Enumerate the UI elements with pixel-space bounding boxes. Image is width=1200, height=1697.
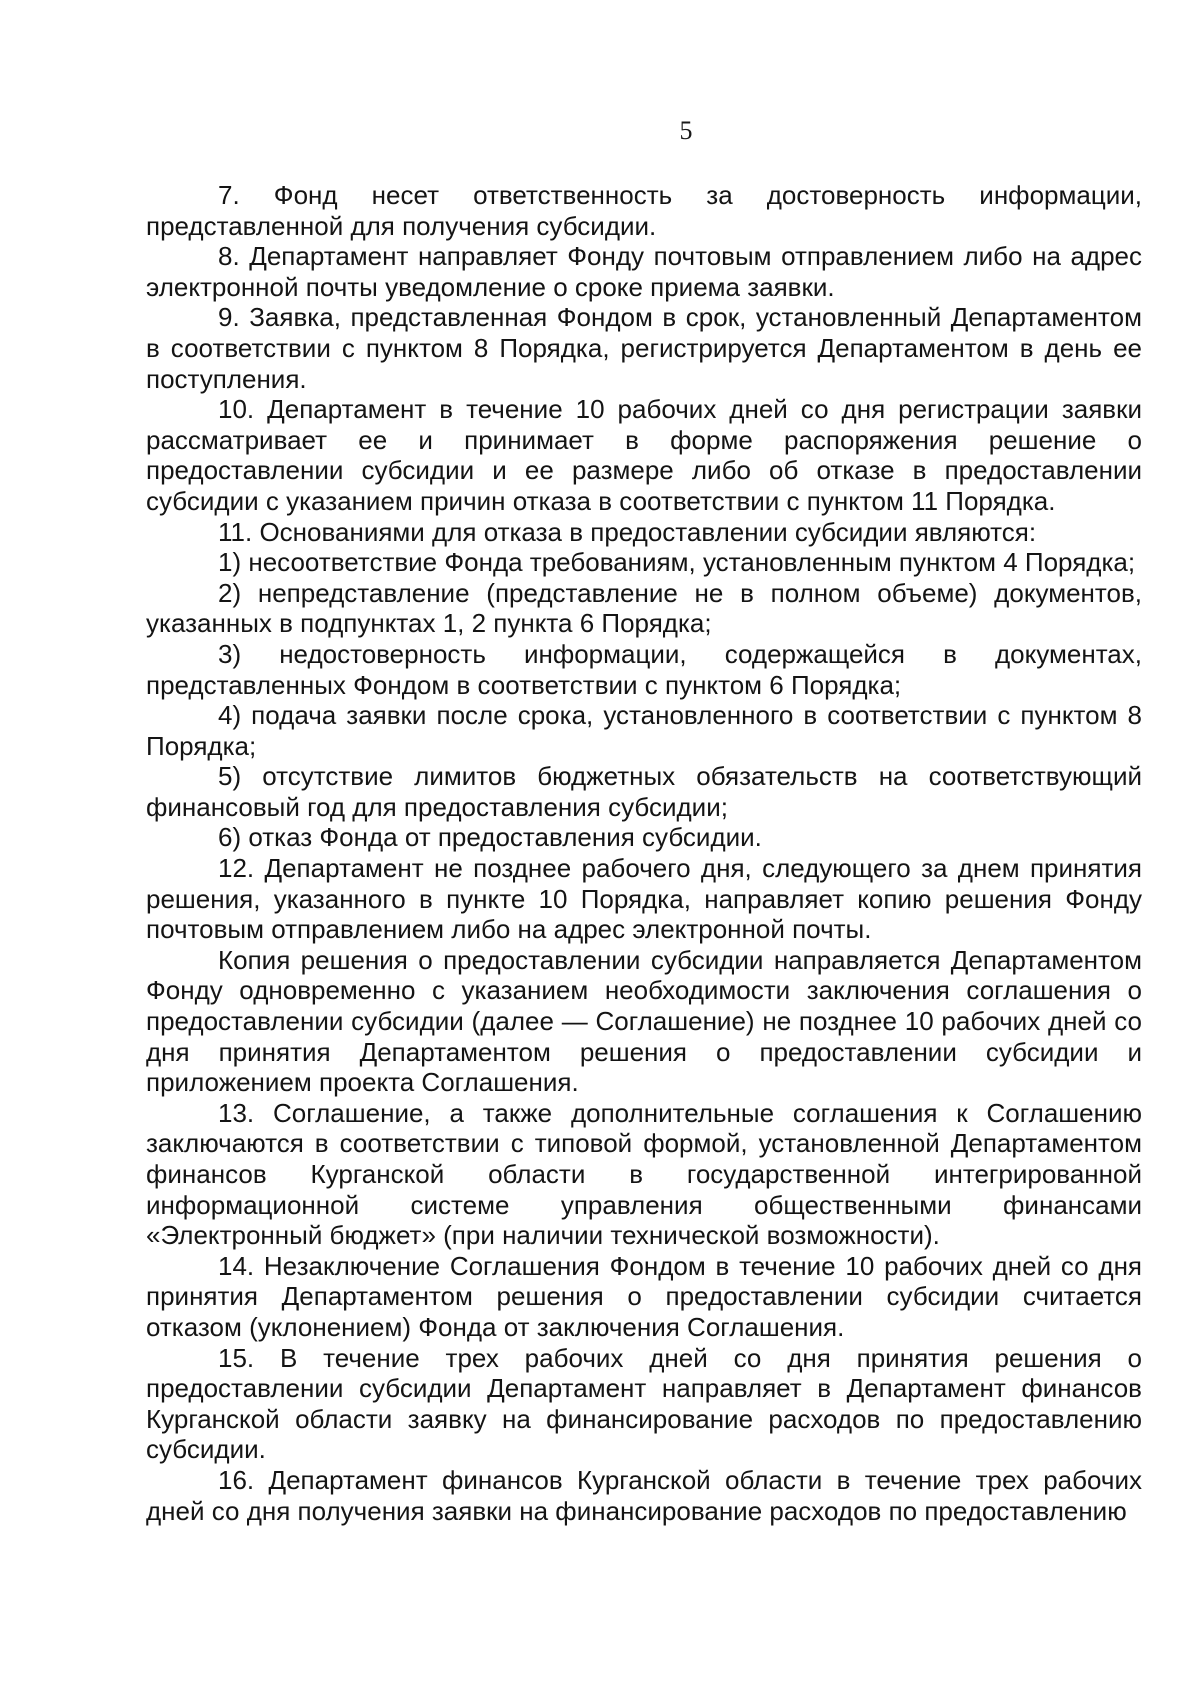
paragraph-item-13: 13. Соглашение, а также дополнительные соглашения к Соглашению заключаются в соответствии с типовой формой, установленной Департаментом финансов Курганской области в государственной интегрированной информационной системе управления общественными финансами «Электронный бюджет» (при наличии технической возможности).	[146, 1097, 1142, 1251]
page-number: 5	[679, 116, 693, 145]
paragraph-item-15: 15. В течение трех рабочих дней со дня принятия решения о предоставлении субсидии Департамент направляет в Департамент финансов Курганской области заявку на финансирование расходов по предоставлению субсидии.	[146, 1342, 1142, 1465]
subparagraph-11-2: 2) непредставление (представление не в полном объеме) документов, указанных в подпунктах 1, 2 пункта 6 Порядка;	[146, 577, 1142, 639]
paragraph-item-10: 10. Департамент в течение 10 рабочих дней со дня регистрации заявки рассматривает ее и принимает в форме распоряжения решение о предоставлении субсидии и ее размере либо об отказе в предоставлении субсидии с указанием причин отказа в соответствии с пунктом 11 Порядка.	[146, 394, 1142, 516]
subparagraph-11-4: 4) подача заявки после срока, установленного в соответствии с пунктом 8 Порядка;	[146, 700, 1142, 761]
paragraph-item-12-continued: Копия решения о предоставлении субсидии направляется Департаментом Фонду одновременно с указанием необходимости заключения соглашения о предоставлении субсидии (далее — Соглашение) не позднее 10 рабочих дней со дня принятия Департаментом решения о предоставлении субсидии и приложением проекта Соглашения.	[146, 944, 1142, 1098]
subparagraph-11-5: 5) отсутствие лимитов бюджетных обязательств на соответствующий финансовый год для предоставления субсидии;	[146, 761, 1142, 822]
paragraph-item-16: 16. Департамент финансов Курганской области в течение трех рабочих дней со дня получения заявки на финансирование расходов по предоставлению	[146, 1464, 1142, 1526]
document-body	[146, 180, 1142, 1526]
subparagraph-11-3: 3) недостоверность информации, содержащейся в документах, представленных Фондом в соответствии с пунктом 6 Порядка;	[146, 638, 1142, 700]
paragraph-item-14: 14. Незаключение Соглашения Фондом в течение 10 рабочих дней со дня принятия Департаментом решения о предоставлении субсидии считается отказом (уклонением) Фонда от заключения Соглашения.	[146, 1250, 1142, 1342]
subparagraph-11-1: 1) несоответствие Фонда требованиям, установленным пунктом 4 Порядка;	[218, 547, 1136, 578]
paragraph-item-11: 11. Основаниями для отказа в предоставлении субсидии являются:	[218, 516, 1037, 547]
paragraph-item-7: 7. Фонд несет ответственность за достоверность информации, представленной для получения субсидии.	[146, 180, 1142, 241]
paragraph-item-12: 12. Департамент не позднее рабочего дня, следующего за днем принятия решения, указанного в пункте 10 Порядка, направляет копию решения Фонду почтовым отправлением либо на адрес электронной почты.	[146, 853, 1142, 945]
paragraph-item-8: 8. Департамент направляет Фонду почтовым отправлением либо на адрес электронной почты уведомление о сроке приема заявки.	[146, 241, 1142, 302]
subparagraph-11-6: 6) отказ Фонда от предоставления субсидии.	[218, 822, 762, 853]
paragraph-item-9: 9. Заявка, представленная Фондом в срок, установленный Департаментом в соответствии с пунктом 8 Порядка, регистрируется Департаментом в день ее поступления.	[146, 302, 1142, 394]
